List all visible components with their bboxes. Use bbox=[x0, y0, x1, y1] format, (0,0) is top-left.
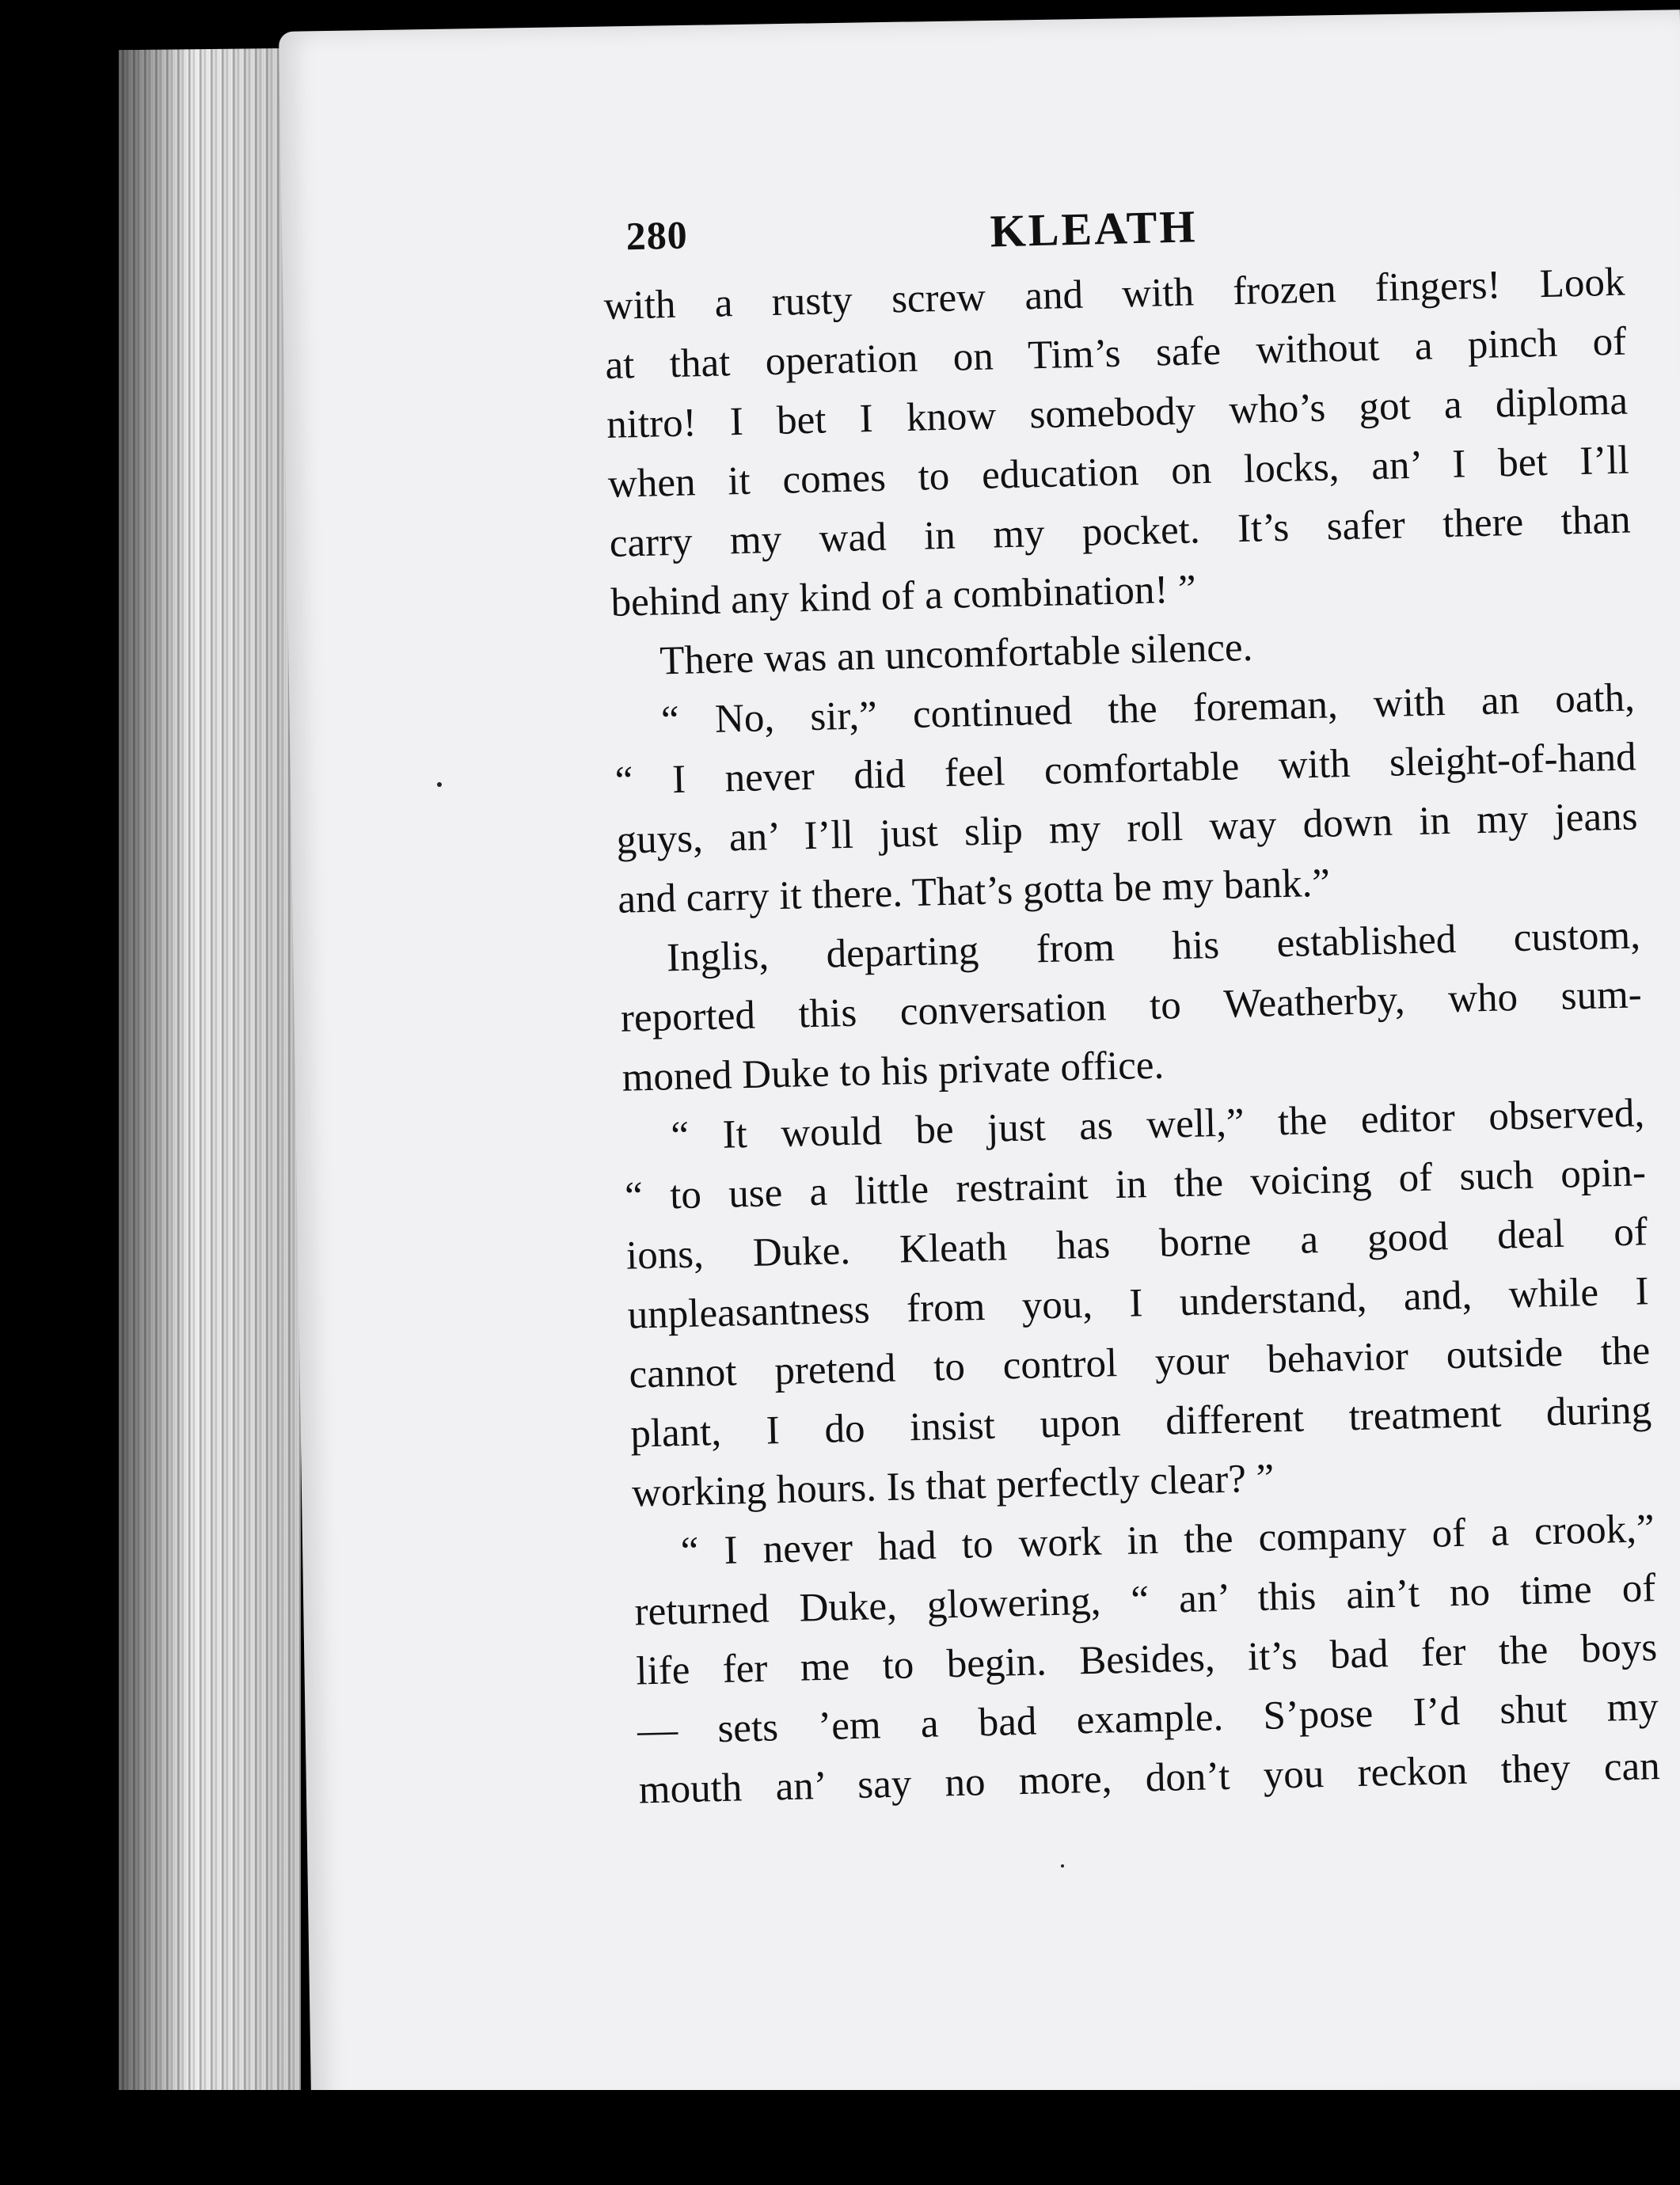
text-line: carry my wad in my pocket. It’s safer there than bbox=[609, 497, 1632, 566]
text-line: reported this conversation to Weatherby, who sum- bbox=[620, 972, 1643, 1041]
text-line: and carry it there. That’s gotta be my bank.” bbox=[617, 861, 1331, 922]
text-line: cannot pretend to control your behavior outside the bbox=[628, 1328, 1651, 1397]
text-line: unpleasantness from you, I understand, and, while I bbox=[627, 1269, 1650, 1338]
text-line: nitro! I bet I know somebody who’s got a diploma bbox=[606, 378, 1629, 447]
text-line: with a rusty screw and with frozen fingers! Look bbox=[603, 260, 1626, 329]
text-line: ions, Duke. Kleath has borne a good deal of bbox=[625, 1210, 1648, 1279]
text-line: behind any kind of a combination! ” bbox=[610, 567, 1197, 625]
text-line: guys, an’ I’ll just slip my roll way down in my jeans bbox=[615, 794, 1638, 863]
text-line: when it comes to education on locks, an’ I bet I’ll bbox=[607, 438, 1630, 507]
body-text bbox=[603, 253, 1661, 1821]
text-line: at that operation on Tim’s safe without a pinch of bbox=[604, 319, 1627, 388]
scan-border bbox=[0, 2090, 1680, 2185]
text-line: plant, I do insist upon different treatment during bbox=[629, 1388, 1652, 1457]
text-line: moned Duke to his private office. bbox=[621, 1043, 1165, 1100]
text-line: life fer me to begin. Besides, it’s bad fer the boys bbox=[635, 1625, 1658, 1694]
text-line: Inglis, departing from his established custom, bbox=[666, 913, 1641, 981]
text-line: There was an uncomfortable silence. bbox=[659, 625, 1253, 684]
text-line: “ I never did feel comfortable with sleight-of-hand bbox=[614, 735, 1637, 804]
page-edges bbox=[119, 48, 301, 2092]
running-title: KLEATH bbox=[989, 200, 1199, 257]
text-line: “ No, sir,” continued the foreman, with an oath, bbox=[660, 675, 1636, 743]
speck bbox=[437, 782, 442, 787]
speck bbox=[1061, 1864, 1064, 1868]
text-line: “ to use a little restraint in the voicing of such opin- bbox=[624, 1150, 1647, 1219]
text-line: mouth an’ say no more, don’t you reckon they can bbox=[638, 1744, 1661, 1813]
text-line: “ It would be just as well,” the editor observed, bbox=[670, 1091, 1645, 1159]
text-line: working hours. Is that perfectly clear? ” bbox=[631, 1456, 1275, 1516]
page-number: 280 bbox=[625, 212, 689, 259]
text-line: “ I never had to work in the company of a crook,” bbox=[680, 1507, 1655, 1575]
text-line: — sets ’em a bad example. S’pose I’d shut my bbox=[637, 1685, 1659, 1754]
page-text bbox=[602, 190, 1660, 1821]
text-line: returned Duke, glowering, “ an’ this ain’t no time of bbox=[633, 1566, 1656, 1635]
